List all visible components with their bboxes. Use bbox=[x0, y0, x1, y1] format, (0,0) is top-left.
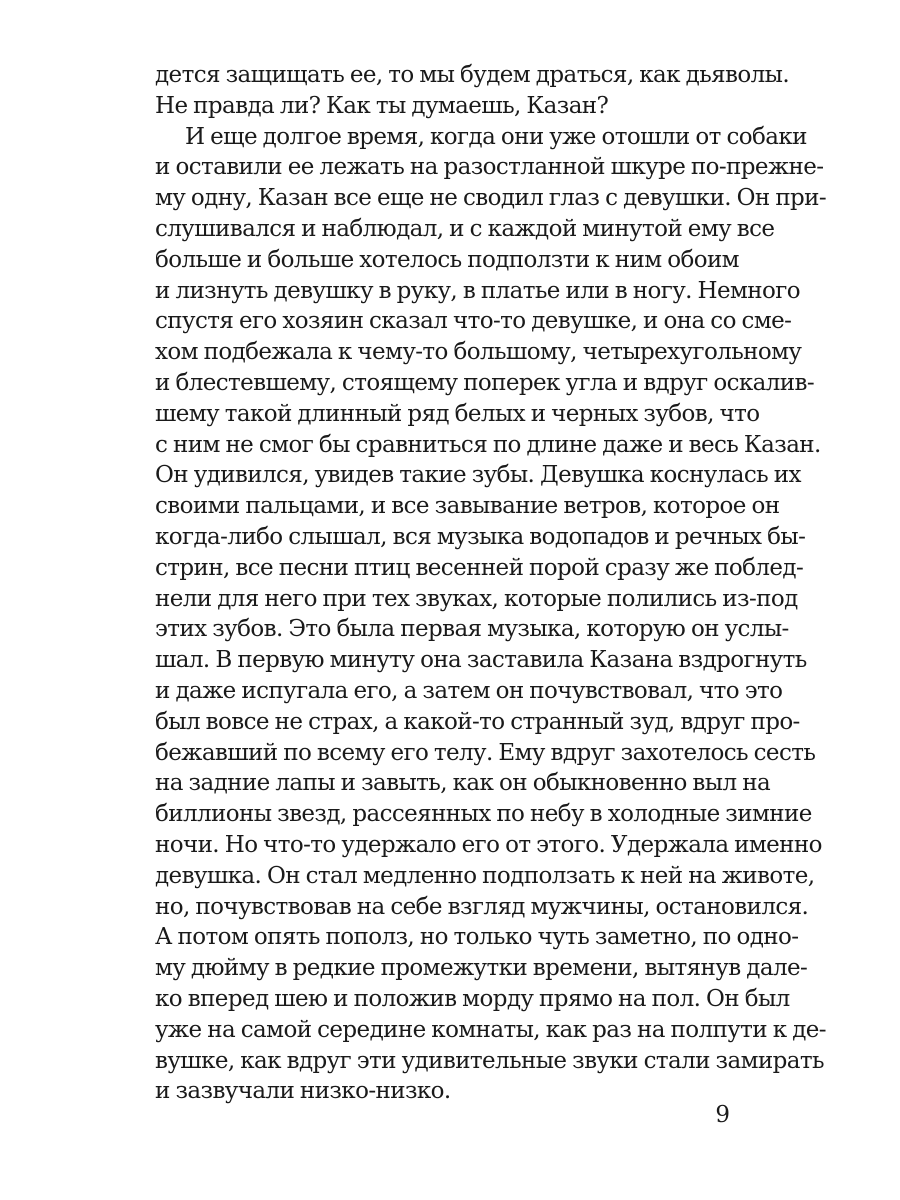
text-line: слушивался и наблюдал, и с каждой минутой ему все bbox=[155, 215, 775, 242]
text-line: девушка. Он стал медленно подползать к ней на животе, bbox=[155, 862, 815, 889]
text-line: биллионы звезд, рассеянных по небу в холодные зимние bbox=[155, 801, 812, 828]
text-line: на задние лапы и завыть, как он обыкновенно выл на bbox=[155, 770, 771, 797]
text-line: спустя его хозяин сказал что-то девушке, и она со сме- bbox=[155, 308, 792, 335]
text-line: и лизнуть девушку в руку, в платье или в ногу. Немного bbox=[155, 277, 800, 304]
text-line: когда-либо слышал, вся музыка водопадов и речных бы- bbox=[155, 523, 806, 550]
page-number: 9 bbox=[715, 1102, 730, 1128]
text-line: му дюйму в редкие промежутки времени, вытянув дале- bbox=[155, 955, 808, 982]
text-line: шему такой длинный ряд белых и черных зубов, что bbox=[155, 400, 760, 427]
text-line: и зазвучали низко-низко. bbox=[155, 1078, 451, 1105]
text-line: му одну, Казан все еще не сводил глаз с девушки. Он при- bbox=[155, 185, 827, 212]
text-line: стрин, все песни птиц весенней порой сразу же поблед- bbox=[155, 554, 804, 581]
text-line: хом подбежала к чему-то большому, четырехугольному bbox=[155, 339, 802, 366]
text-line: ко вперед шею и положив морду прямо на пол. Он был bbox=[155, 985, 790, 1012]
text-line: шал. В первую минуту она заставила Казана вздрогнуть bbox=[155, 647, 807, 674]
text-line: с ним не смог бы сравниться по длине даже и весь Казан. bbox=[155, 431, 821, 458]
text-line: И еще долгое время, когда они уже отошли от собаки bbox=[185, 123, 807, 150]
text-line: больше и больше хотелось подползти к ним обоим bbox=[155, 246, 739, 273]
text-line: уже на самой середине комнаты, как раз на полпути к де- bbox=[155, 1016, 826, 1043]
text-line: Не правда ли? Как ты думаешь, Казан? bbox=[155, 92, 609, 119]
page-body bbox=[155, 60, 827, 1107]
text-line: был вовсе не страх, а какой-то странный зуд, вдруг про- bbox=[155, 708, 800, 735]
text-line: и даже испугала его, а затем он почувствовал, что это bbox=[155, 677, 783, 704]
text-line: ночи. Но что-то удержало его от этого. Удержала именно bbox=[155, 831, 822, 858]
text-line: своими пальцами, и все завывание ветров, которое он bbox=[155, 493, 780, 520]
text-line: и оставили ее лежать на разостланной шкуре по-прежне- bbox=[155, 154, 824, 181]
text-line: вушке, как вдруг эти удивительные звуки стали замирать bbox=[155, 1047, 824, 1074]
text-line: но, почувствовав на себе взгляд мужчины, остановился. bbox=[155, 893, 809, 920]
text-line: и блестевшему, стоящему поперек угла и вдруг оскалив- bbox=[155, 369, 815, 396]
text-line: нели для него при тех звуках, которые полились из-под bbox=[155, 585, 798, 612]
text-line: дется защищать ее, то мы будем драться, как дьяволы. bbox=[155, 62, 790, 88]
text-line: А потом опять пополз, но только чуть заметно, по одно- bbox=[155, 924, 799, 951]
text-line: бежавший по всему его телу. Ему вдруг захотелось сесть bbox=[155, 739, 816, 766]
text-line: этих зубов. Это была первая музыка, которую он услы- bbox=[155, 616, 789, 643]
text-line: Он удивился, увидев такие зубы. Девушка коснулась их bbox=[155, 462, 801, 489]
